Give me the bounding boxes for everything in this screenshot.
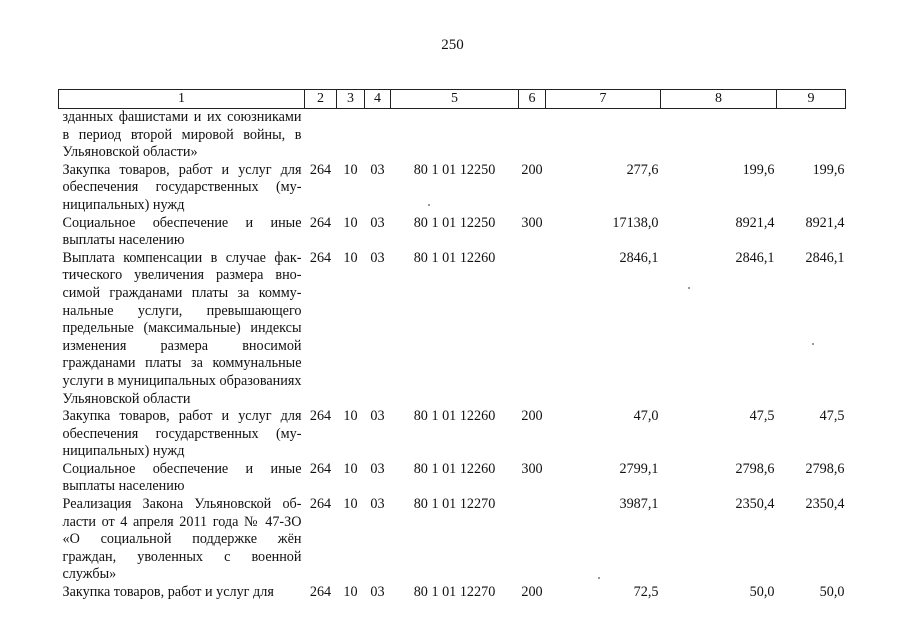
cell-target-code: 80 1 01 12250 xyxy=(413,214,496,231)
cell-target-code: 80 1 01 12270 xyxy=(413,584,496,601)
table-row xyxy=(59,496,846,584)
cell-subsection: 03 xyxy=(370,161,385,178)
cell-amount-8: 8921,4 xyxy=(735,214,775,231)
column-header: 4 xyxy=(365,90,391,109)
scan-speck xyxy=(598,577,600,579)
cell-subsection: 03 xyxy=(370,496,385,513)
cell-amount-9: 8921,4 xyxy=(805,214,845,231)
column-header: 3 xyxy=(337,90,365,109)
table-row xyxy=(59,109,846,162)
table-row xyxy=(59,162,846,215)
row-name: Реализация Закона Ульяновской области от 4 апреля 2011 года № 47-ЗО «О социальной поддержке жён граждан, уволенных с военной службы» xyxy=(62,496,302,583)
cell-amount-8: 50,0 xyxy=(749,584,775,601)
cell-amount-9 xyxy=(777,109,846,162)
column-header: 5 xyxy=(391,90,519,109)
row-name: Выплата компенсации в случае фактического увеличения размера вносимой гражданами платы за коммунальные услуги, превышающего предельные (максимальные) индексы изменения размера вносимой гражданами платы за коммунальные услуги в муниципальных образованиях Ульяновской области xyxy=(62,249,302,407)
cell-section: 10 xyxy=(343,584,358,601)
column-header: 6 xyxy=(519,90,546,109)
cell-amount-9: 2350,4 xyxy=(805,496,845,513)
scan-speck xyxy=(428,204,430,206)
cell-expense-type xyxy=(519,250,546,408)
cell-ministry-code: 264 xyxy=(309,496,332,513)
table-row xyxy=(59,250,846,408)
cell-amount-7 xyxy=(546,109,661,162)
cell-amount-9: 47,5 xyxy=(819,408,845,425)
cell-subsection: 03 xyxy=(370,584,385,601)
cell-amount-8: 199,6 xyxy=(742,161,775,178)
cell-section: 10 xyxy=(343,214,358,231)
cell-amount-7: 2846,1 xyxy=(619,249,659,266)
cell-amount-7: 17138,0 xyxy=(612,214,659,231)
cell-amount-7: 72,5 xyxy=(633,584,659,601)
cell-amount-7: 2799,1 xyxy=(619,460,659,477)
cell-expense-type: 200 xyxy=(521,584,543,601)
budget-table xyxy=(58,89,846,602)
cell-ministry-code: 264 xyxy=(309,214,332,231)
cell-amount-8: 2798,6 xyxy=(735,460,775,477)
row-name: Закупка товаров, работ и услуг для обеспечения государственных (муниципальных) нужд xyxy=(62,408,302,460)
cell-target-code: 80 1 01 12260 xyxy=(413,460,496,477)
cell-expense-type: 200 xyxy=(521,408,543,425)
column-header: 1 xyxy=(59,90,305,109)
cell-amount-9: 50,0 xyxy=(819,584,845,601)
page-number: 250 xyxy=(441,37,464,53)
cell-amount-8: 2350,4 xyxy=(735,496,775,513)
cell-subsection: 03 xyxy=(370,460,385,477)
cell-expense-type: 200 xyxy=(521,161,543,178)
cell-ministry-code: 264 xyxy=(309,161,332,178)
row-name: Социальное обеспечение и иные выплаты населению xyxy=(62,214,302,249)
cell-section: 10 xyxy=(343,161,358,178)
cell-ministry-code: 264 xyxy=(309,408,332,425)
table-row xyxy=(59,584,846,602)
column-header: 7 xyxy=(546,90,661,109)
cell-section xyxy=(337,109,365,162)
row-name: зданных фашистами и их союзниками в период второй мировой войны, в Ульяновской области» xyxy=(62,109,302,161)
scan-speck xyxy=(688,287,690,289)
cell-section: 10 xyxy=(343,496,358,513)
cell-amount-7: 3987,1 xyxy=(619,496,659,513)
cell-ministry-code: 264 xyxy=(309,249,332,266)
scan-speck xyxy=(812,343,814,345)
cell-target-code xyxy=(391,109,519,162)
cell-section: 10 xyxy=(343,460,358,477)
table-row xyxy=(59,215,846,250)
row-name: Закупка товаров, работ и услуг для обеспечения государственных (муниципальных) нужд xyxy=(62,161,302,213)
cell-amount-9: 199,6 xyxy=(812,161,845,178)
cell-section: 10 xyxy=(343,408,358,425)
row-name: Социальное обеспечение и иные выплаты населению xyxy=(62,460,302,495)
cell-expense-type xyxy=(519,496,546,584)
cell-ministry-code: 264 xyxy=(309,460,332,477)
cell-amount-8: 47,5 xyxy=(749,408,775,425)
cell-amount-8 xyxy=(661,109,777,162)
cell-amount-9: 2798,6 xyxy=(805,460,845,477)
cell-target-code: 80 1 01 12260 xyxy=(413,249,496,266)
row-name: Закупка товаров, работ и услуг для xyxy=(62,584,274,601)
cell-target-code: 80 1 01 12260 xyxy=(413,408,496,425)
cell-expense-type: 300 xyxy=(521,460,543,477)
cell-target-code: 80 1 01 12270 xyxy=(413,496,496,513)
cell-expense-type: 300 xyxy=(521,214,543,231)
cell-amount-9: 2846,1 xyxy=(805,249,845,266)
column-header: 8 xyxy=(661,90,777,109)
cell-subsection: 03 xyxy=(370,408,385,425)
cell-ministry-code: 264 xyxy=(309,584,332,601)
table-row xyxy=(59,461,846,496)
cell-subsection xyxy=(365,109,391,162)
cell-subsection: 03 xyxy=(370,249,385,266)
cell-ministry-code xyxy=(305,109,337,162)
cell-expense-type xyxy=(519,109,546,162)
column-header: 2 xyxy=(305,90,337,109)
table-row xyxy=(59,408,846,461)
cell-amount-7: 47,0 xyxy=(633,408,659,425)
table-header-row xyxy=(59,90,846,109)
cell-subsection: 03 xyxy=(370,214,385,231)
cell-target-code: 80 1 01 12250 xyxy=(413,161,496,178)
cell-section: 10 xyxy=(343,249,358,266)
cell-amount-7: 277,6 xyxy=(626,161,659,178)
cell-amount-8: 2846,1 xyxy=(735,249,775,266)
column-header: 9 xyxy=(777,90,846,109)
